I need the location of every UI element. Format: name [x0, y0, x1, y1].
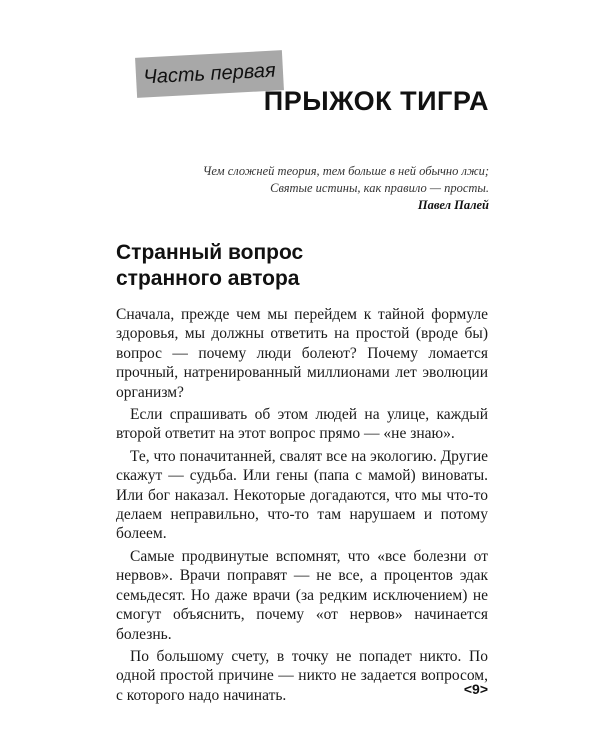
page-number: <9>	[463, 681, 488, 697]
paragraph: Те, что поначитанней, свалят все на экологию. Другие скажут — судьба. Или гены (папа с мамой) виноваты. Или бог наказал. Некоторые догадаются, что мы что-то делаем неправильно, что-то там нарушаем и потому болеем.	[116, 447, 488, 543]
epigraph-line: Чем сложней теория, тем больше в ней обычно лжи;	[202, 164, 489, 178]
paragraph: Сначала, прежде чем мы перейдем к тайной формуле здоровья, мы должны ответить на простой (вроде бы) вопрос — почему люди болеют? Почему ломается прочный, натренированный миллионами лет эволюции организм?	[116, 306, 488, 401]
section-heading-line: Странный вопрос	[116, 241, 304, 264]
paragraph: Если спрашивать об этом людей на улице, каждый второй ответит на этот вопрос прямо — «не знаю».	[116, 406, 488, 443]
chapter-title: ПРЫЖОК ТИГРА	[263, 86, 489, 116]
part-label: Часть первая	[142, 59, 277, 88]
epigraph-line: Святые истины, как правило — просты.	[270, 181, 489, 195]
part-label-badge	[135, 50, 284, 98]
body-text	[116, 305, 488, 708]
epigraph-author: Павел Палей	[417, 198, 489, 212]
section-heading	[116, 240, 303, 292]
paragraph: По большому счету, в точку не попадет никто. По одной простой причине — никто не задается вопросом, с которого надо начинать.	[116, 647, 488, 704]
epigraph	[129, 163, 489, 214]
paragraph: Самые продвинутые вспомнят, что «все болезни от нервов». Врачи поправят — не все, а процентов эдак семьдесят. Но даже врачи (за редким исключением) не смогут объяснить, почему «от нервов» начинается болезнь.	[116, 547, 488, 643]
section-heading-line: странного автора	[116, 267, 300, 290]
